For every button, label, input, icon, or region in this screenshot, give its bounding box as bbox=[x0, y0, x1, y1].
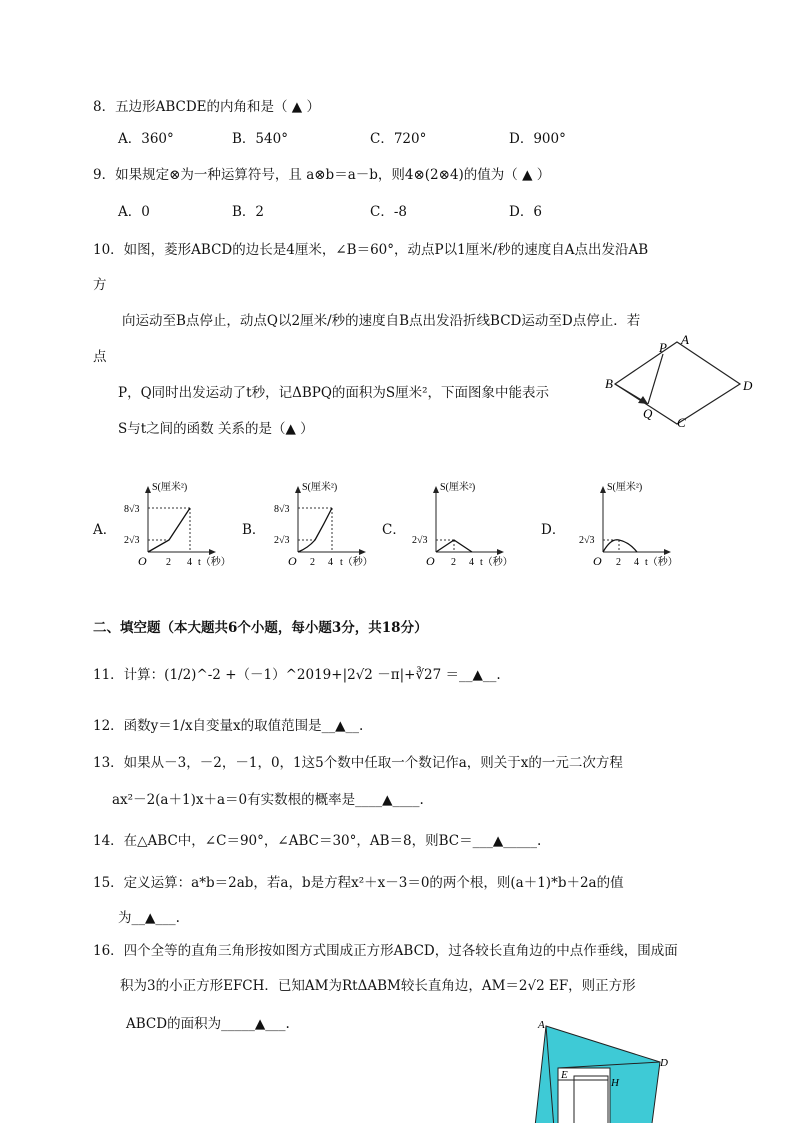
q8-stem: 8．五边形ABCDE的内角和是（ ▲ ） bbox=[93, 99, 320, 115]
q12-line: 12．函数y＝1/x自变量x的取值范围是__▲__. bbox=[93, 718, 364, 734]
rhombus-outline bbox=[615, 342, 740, 424]
q8-option-a: A．360° bbox=[118, 131, 174, 147]
svg-text:2√3: 2√3 bbox=[274, 535, 290, 546]
q16-line-1: 16．四个全等的直角三角形按如图方式围成正方形ABCD，过各较长直角边的中点作垂线，围成面 bbox=[93, 943, 678, 959]
q10-line-2: 方 bbox=[93, 277, 107, 293]
q9-option-a: A．0 bbox=[118, 204, 150, 220]
graph-b bbox=[270, 480, 390, 570]
svg-text:t（秒）: t（秒） bbox=[340, 557, 373, 568]
q9-option-b: B．2 bbox=[232, 204, 265, 220]
label-b: B bbox=[605, 376, 613, 391]
q9-option-d: D．6 bbox=[509, 204, 542, 220]
svg-text:O: O bbox=[593, 554, 602, 568]
q8-option-d: D．900° bbox=[509, 131, 566, 147]
svg-text:2: 2 bbox=[310, 557, 315, 568]
x-tick-4: 4 bbox=[187, 557, 192, 568]
q10-line-1: 10．如图，菱形ABCD的边长是4厘米，∠B＝60°，动点P以1厘米/秒的速度自A点出发沿AB bbox=[93, 242, 649, 258]
y-tick-low: 2√3 bbox=[124, 535, 140, 546]
svg-text:4: 4 bbox=[469, 557, 474, 568]
label-p: P bbox=[659, 340, 667, 355]
svg-text:t（秒）: t（秒） bbox=[480, 557, 513, 568]
svg-text:O: O bbox=[426, 554, 435, 568]
graph-option-b-letter: B． bbox=[242, 522, 266, 538]
section-2-title: 二、填空题（本大题共6个小题，每小题3分，共18分） bbox=[93, 620, 428, 636]
label-q: Q bbox=[643, 406, 653, 421]
q15-line-2: 为__▲___. bbox=[118, 910, 180, 926]
x-axis-label: t（秒） bbox=[198, 557, 231, 568]
q8-option-b: B．540° bbox=[232, 131, 288, 147]
label-d: D bbox=[660, 1057, 668, 1069]
label-a: A bbox=[538, 1019, 545, 1031]
svg-text:2: 2 bbox=[616, 557, 621, 568]
origin-label: O bbox=[138, 554, 147, 568]
q15-line-1: 15．定义运算：a*b＝2ab，若a，b是方程x²＋x－3＝0的两个根，则(a＋1)*b＋2a的值 bbox=[93, 875, 624, 891]
svg-text:2: 2 bbox=[451, 557, 456, 568]
q10-line-6: S与t之间的函数 关系的是（▲ ） bbox=[118, 421, 314, 437]
q10-line-4: 点 bbox=[93, 349, 107, 365]
graph-option-d-letter: D． bbox=[541, 522, 566, 538]
graph-c bbox=[408, 480, 528, 570]
svg-text:8√3: 8√3 bbox=[274, 504, 290, 515]
x-tick-2: 2 bbox=[166, 557, 171, 568]
label-c: C bbox=[677, 415, 686, 430]
graph-curve bbox=[298, 508, 332, 552]
square-figure bbox=[508, 1014, 678, 1123]
label-e: E bbox=[561, 1069, 568, 1081]
label-a: A bbox=[681, 332, 689, 347]
svg-text:O: O bbox=[288, 554, 297, 568]
q10-line-3: 向运动至B点停止，动点Q以2厘米/秒的速度自B点出发沿折线BCD运动至D点停止．若 bbox=[122, 313, 641, 329]
q14-line: 14．在△ABC中，∠C＝90°，∠ABC＝30°，AB＝8，则BC＝___▲_____. bbox=[93, 833, 542, 849]
graph-option-a-letter: A． bbox=[93, 522, 117, 538]
graph-d bbox=[575, 480, 695, 570]
q13-line-1: 13．如果从－3，－2，－1，0，1这5个数中任取一个数记作a，则关于x的一元二次方程 bbox=[93, 755, 623, 771]
label-d: D bbox=[743, 378, 753, 393]
graph-a bbox=[120, 480, 240, 570]
svg-text:S(厘米²): S(厘米²) bbox=[440, 482, 476, 493]
svg-text:S(厘米²): S(厘米²) bbox=[302, 482, 338, 493]
rhombus-figure bbox=[605, 332, 765, 432]
q13-line-2: ax²－2(a＋1)x＋a＝0有实数根的概率是____▲____. bbox=[112, 792, 424, 808]
svg-text:4: 4 bbox=[328, 557, 333, 568]
q9-option-c: C．-8 bbox=[370, 204, 407, 220]
graph-option-c-letter: C． bbox=[382, 522, 406, 538]
svg-text:2√3: 2√3 bbox=[579, 535, 595, 546]
q8-option-c: C．720° bbox=[370, 131, 427, 147]
q9-stem: 9．如果规定⊗为一种运算符号，且 a⊗b＝a－b，则4⊗(2⊗4)的值为（ ▲ ） bbox=[93, 167, 551, 183]
y-tick-high: 8√3 bbox=[124, 504, 140, 515]
q11-line: 11．计算：(1/2)^-2 +（－1）^2019+|2√2 －π|+∛27 ＝__▲__. bbox=[93, 667, 501, 683]
svg-text:t（秒）: t（秒） bbox=[645, 557, 678, 568]
q16-line-2: 积为3的小正方形EFCH．已知AM为RtΔABM较长直角边，AM＝2√2 EF，则正方形 bbox=[120, 978, 636, 994]
svg-text:S(厘米²): S(厘米²) bbox=[607, 482, 643, 493]
graph-curve bbox=[148, 508, 190, 552]
svg-text:2√3: 2√3 bbox=[412, 535, 428, 546]
segment-pq bbox=[648, 354, 663, 404]
y-axis-label: S(厘米²) bbox=[152, 482, 188, 493]
svg-text:4: 4 bbox=[634, 557, 639, 568]
label-h: H bbox=[611, 1077, 619, 1089]
q16-line-3: ABCD的面积为_____▲___. bbox=[126, 1016, 290, 1032]
graph-curve bbox=[603, 540, 637, 552]
q10-line-5: P，Q同时出发运动了t秒，记ΔBPQ的面积为S厘米²，下面图象中能表示 bbox=[118, 385, 550, 401]
